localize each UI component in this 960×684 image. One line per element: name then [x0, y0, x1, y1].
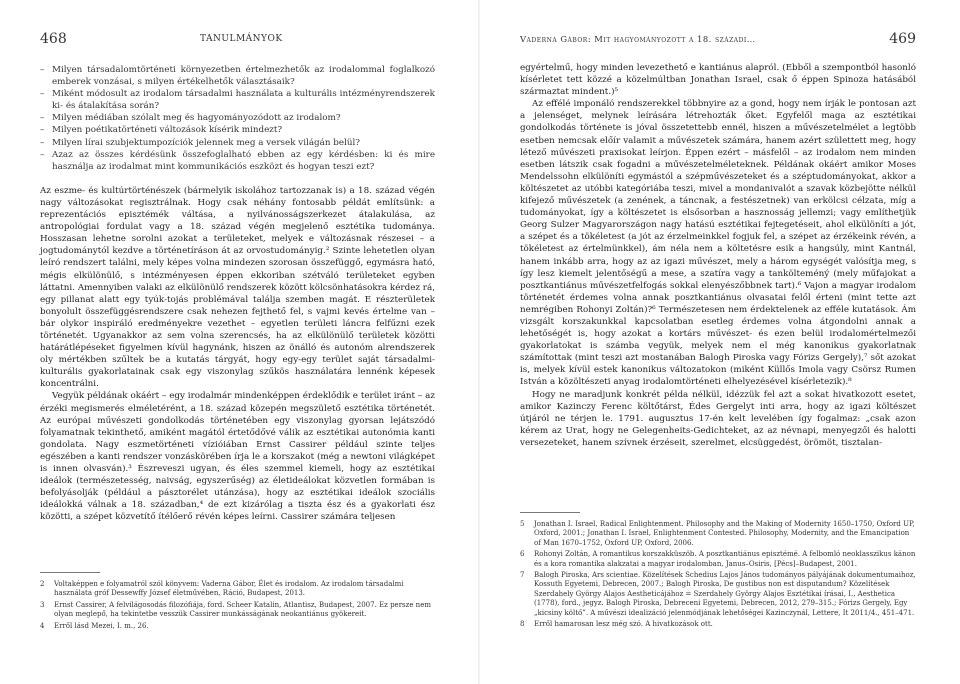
footnote: 7 Balogh Piroska, Ars scientiae. Közelítések Schedius Lajos János tudományos pályájának dokumentumaihoz, Kossuth Egyetemi, Debrecen, 2007.; Balogh Piroska, De gustibus non est disputandum? Közelítések Szerdahely György Alajos Aestheticájához = Szerdahely György Alajos Esztétikai írásai, I., Aesthetica (1778), ford., jegyz. Balogh Piroska, Debreceni Egyetemi, Debrecen, 2012, 279–315.; Fórizs Gergely, Egy „kicsiny költő”. A művészi idealizáció jelenmódjának lehetőségei Kazinczynál, Lettere, It 2011/4., 451–471. [520, 571, 916, 617]
question-item: – Azaz az összes kérdésünk összefoglalható ebben az egy kérdésben: ki és mire használja az irodalmat mint kommunikációs eszközt és hogyan teszi ezt? [40, 149, 435, 172]
footnote: 3 Ernst Cassirer, A felvilágosodás filozófiája, ford. Scheer Katalin, Atlantisz, Budapest, 2007. Ez persze nem olyan meglepő, ha tekintetbe vesszük Cassirer munkásságának neokantiánus gyökereit. [40, 600, 431, 619]
footnote-rule [40, 572, 100, 573]
paragraph: Hogy ne maradjunk konkrét példa nélkül, idézzük fel azt a sokat hivatkozott esetet, amikor Kazinczy Ferenc költőtárst, Édes Gergelyt inti arra, hogy az igazi költészet útjáról ne térjen le. 1791. augusztus 17-én kelt levelében így fogalmaz: „csak azon kérem az Urat, hogy ne Gelegenheits-Gedichteket, az az névnapi, menyegzői és halotti versezeteket, hanem szívnek érzéseit, szerelmet, elcsüggedést, örömöt, tisztalan- [520, 389, 916, 448]
footnotes [40, 572, 435, 633]
paragraph: Az eszme- és kultúrtörténészek (bármelyik iskolához tartozzanak is) a 18. század végén nagy változásokat regisztrálnak. Hogy csak néhány fontosabb példát említsünk: a reprezentációs episztémék váltása, a nyilvánosságszerkezet átalakulása, az antropológiai fordulat vagy a 18. század végén megjelenő esztétika tudománya. Hosszasan lehetne sorolni azokat a területeket, melyek e változásnak részesei – a jogtudománytól kezdve a történetíráson át az orvostudományig.² Szinte lehetetlen olyan leíró rendszert találni, mely képes volna mindezen szorosan összefüggő, egymásra ható, mégis elkülönülő, s intézményesen éppen ekkoriban szétváló területeket egyben láttatni. Amennyiben valaki az elkülönülő rendszerek között kölcsönhatásokra kérdez rá, egy pillanat alatt egy tyúk-tojás problémával találja szemben magát. E részterületek bonyolult összefüggésrendszere csak nehezen fejthető fel, s vajmi kevés értelme van – bár olykor inspiráló eredményekre vezethet – egyetlen területi láncra felfűzni ezek történetét. Ugyanakkor az sem volna szerencsés, ha az elkülönülő területek közötti határátlépéseket figyelmen kívül hagynánk, hiszen az önálló és autonóm alrendszerek oly mértékben szűltek be a kutatás tárgyát, hogy egy-egy terület saját társadalmi-kulturális gyakorlatainak csak egy viszonylag szűkös használatára lennénk képesek koncentrálni. [40, 185, 435, 390]
running-title: Vaderna Gábor: Mit hagyományozott a 18. századi… [520, 34, 756, 44]
question-item: – Milyen poétikatörténeti változások kísérik mindezt? [40, 125, 283, 136]
paragraph: Az effélé imponáló rendszerekkel többnyire az a gond, hogy nem írják le pontosan azt a jelenséget, melynek leírására létrehozták őket. Egyfelől maga az esztétikai gondolkodás története is jóval összetettebb ennél, hiszen a művészetelmélet a legtöbb esetben nemcsak előír valamit a művészetek számára, hanem azért születtett meg, hogy létező művészeti praxisokat leírjon. Éppen ezért – másfelől – az irodalom nem minden esetben látszik csak fogadni a művészetelméleteknek. Példának okáért amikor Moses Mendelssohn elkülöníti egymástól a szépművészeteket és a széptudományokat, akkor a költészetet az utóbbi kategóriába teszi, mivel a mondanivalót a szavak közbejötte nélkül kifejező művészetek (a zenének, a táncnak, a festészetnek) van erkölcsi célzata, míg a tudományokat, így a költészetet is elsősorban a hasznosság jellemzi; vagy említhetjük Georg Sulzer Magyarországon nagy hatású esztétikai fejtegetéseit, ahol elkülöníti a jót, a szépet és a tökéletest (a jót az érzelmeinkkel fogjuk fel, a szépet az érzékeink révén, a tökéletest az értelmünkkel), ám néla nem a költetésre esik a hangsúly, mint Kantnál, hanem inkább arra, hogy az az igazi művészet, mely a három egységét valósítja meg, s így lesz kiemelt jelentőségű a mese, a szatíra vagy a tankölteméný (mely műfajokat a posztkantiánus művészetfelfogás sokkal elenyészőbbnek tart).⁶ Vajon a magyar irodalom történetét érdemes volna annak posztkantiánus olvasatai felől érteni (mint tette azt nemrégiben Rohonyi Zoltán)?⁶ Természetesen nem érdektelenek az efféle kutatások. Ám vizsgált korszakunkkal kapcsolatban esetleg érdemes volna átgondolni annak a lehetőségét is, hogy azokat a kortárs művészet- és ezen belül irodalomértelmezői gyakorlatokat is számba vegyük, melyek nem el még kanonikus gyakorlatnak számítottak (mint teszi azt mostanában Balogh Piroska vagy Fórizs Gergely),⁷ sőt azokat is, melyek kívül estek kanonikus változatokon (miként Küllős Imola vagy Csörsz Rumen István a közöltészeti anyag irodalomtörténeti elhelyezésével kísérletezik).⁸ [520, 99, 916, 388]
question-item: – Miként módosult az irodalom társadalmi használata a kulturális intézményrendszerek ki- és átalakítása során? [40, 89, 435, 112]
question-item: – Milyen társadalomtörténeti környezetben értelmezhetők az irodalommal foglalkozó emberek vonzásai, s milyen értékelhetők választásaik? [40, 65, 435, 88]
paragraph: Vegyük példának okáért – egy irodalmár mindenképpen érdeklődik e terület iránt – az érzéki megismerés elméletérént, a 18. század közepén megszülető esztétika történetét. Az európai művészeti gondolkodás történetében egy viszonylag gyorsan lejátszódó folyamatnak tekinthető, amiként magától értetődővé válik az esztétikai autonómia kanti gondolata. Nagy eszmetörténeti vízióiában Ernst Cassirer például szinte teljes egészében a kanti rendszer vonzáskörében írja le a korszakot (még a newtoni világképet is innen olvasván).³ Észreveszi ugyan, és éles szemmel kiemeli, hogy az esztétikai ideálok (természetesség, naivság, egyszerűség) az életideálokat közvetlen formában is befolyásolják (például a pásztorélet utánzása), hogy az esztétikai ideálok szociális ideálokká válnak a 18. században,⁴ de ezt kizárólag a tiszta ész és a gyakorlati ész közötti, a szépet közvetítő ítélőerő révén képes leírni. Cassirer számára teljesen [40, 391, 435, 523]
footnote: 5 Jonathan I. Israel, Radical Enlightenment. Philosophy and the Making of Modernity 1650–1750, Oxford UP, Oxford, 2001.; Jonathan I. Israel, Enlightenment Contested. Philosophy, Modernity, and the Emancipation of Man 1670–1752, Oxford UP, Oxford, 2006. [520, 520, 915, 547]
running-title: TANULMÁNYOK [200, 34, 283, 44]
question-item: – Milyen médiában szólalt meg és hagyományozódott az irodalom? [40, 113, 341, 124]
footnote: 8 Erről hamarosan lesz még szó. A hivatkozások ott. [520, 620, 713, 629]
page-number: 468 [40, 31, 67, 47]
question-item: – Milyen lírai szubjektumpozíciók jelennek meg a versek világán belül? [40, 137, 360, 148]
page-number: 469 [889, 31, 916, 47]
body-text [40, 64, 435, 523]
right-page [480, 0, 960, 684]
footnote: 4 Erről lásd Mezei, I. m., 26. [40, 621, 149, 630]
footnote-rule [520, 512, 580, 513]
question-list [40, 64, 435, 173]
footnote: 2 Voltaképpen e folyamatról szól könyvem: Vaderna Gábor, Élet és irodalom. Az irodalom társadalmi használata gróf Dessewffy József életművében, Ráció, Budapest, 2013. [40, 580, 404, 598]
paragraph: egyértelmű, hogy minden levezethető e kantiánus alapról. (Ebből a szempontból hasonló kísérletet tett közzé a közelmúltban Jonathan Israel, csak ő éppen Spinoza hatásából származtat mindent.)⁵ [520, 63, 916, 98]
body-text [520, 62, 916, 449]
footnotes [520, 512, 916, 631]
footnote: 6 Rohonyi Zoltán, A romantikus korszakküszöb. A posztkantiánus episztémé. A felbomló neoklasszikus kánon és a kora romantika alakzatai a magyar irodalomban, Janus–Osiris, [Pécs]–Budapest, 2001. [520, 550, 916, 568]
